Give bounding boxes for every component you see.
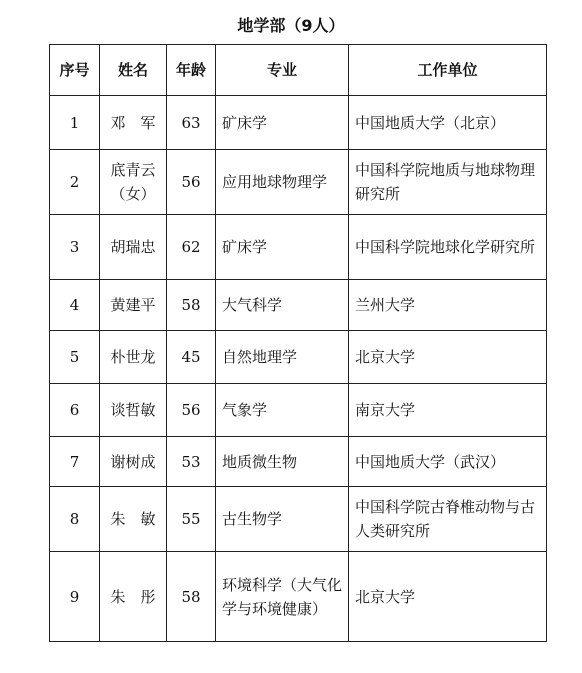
column-header-no: 序号 <box>50 45 100 96</box>
cell-name: 邓 军 <box>100 96 167 150</box>
column-header-age: 年龄 <box>167 45 216 96</box>
cell-unit: 中国科学院地质与地球物理研究所 <box>349 150 547 215</box>
table-title: 地学部（9人） <box>237 16 345 35</box>
cell-age: 45 <box>167 331 216 384</box>
cell-unit: 北京大学 <box>349 552 547 642</box>
cell-no: 4 <box>50 280 100 331</box>
cell-major: 矿床学 <box>216 96 349 150</box>
cell-name: 胡瑞忠 <box>100 215 167 280</box>
cell-major: 自然地理学 <box>216 331 349 384</box>
cell-age: 53 <box>167 437 216 487</box>
cell-no: 2 <box>50 150 100 215</box>
academician-table <box>49 44 547 642</box>
cell-major: 古生物学 <box>216 487 349 552</box>
cell-age: 63 <box>167 96 216 150</box>
cell-major: 地质微生物 <box>216 437 349 487</box>
table-row <box>50 552 547 642</box>
table-row <box>50 96 547 150</box>
column-header-major: 专业 <box>216 45 349 96</box>
cell-unit: 中国地质大学（北京） <box>349 96 547 150</box>
cell-age: 58 <box>167 280 216 331</box>
cell-name: 黄建平 <box>100 280 167 331</box>
cell-major: 气象学 <box>216 384 349 437</box>
column-header-name: 姓名 <box>100 45 167 96</box>
table-row <box>50 150 547 215</box>
cell-unit: 北京大学 <box>349 331 547 384</box>
cell-unit: 南京大学 <box>349 384 547 437</box>
table-row <box>50 280 547 331</box>
table-header-row <box>50 45 547 96</box>
cell-no: 6 <box>50 384 100 437</box>
cell-name: 朱 敏 <box>100 487 167 552</box>
column-header-unit: 工作单位 <box>349 45 547 96</box>
table-row <box>50 487 547 552</box>
cell-age: 55 <box>167 487 216 552</box>
cell-name: 朱 彤 <box>100 552 167 642</box>
cell-no: 3 <box>50 215 100 280</box>
cell-age: 56 <box>167 384 216 437</box>
cell-age: 56 <box>167 150 216 215</box>
cell-name: 谈哲敏 <box>100 384 167 437</box>
cell-unit: 中国科学院地球化学研究所 <box>349 215 547 280</box>
cell-no: 9 <box>50 552 100 642</box>
cell-no: 5 <box>50 331 100 384</box>
table-row <box>50 437 547 487</box>
cell-age: 58 <box>167 552 216 642</box>
cell-no: 1 <box>50 96 100 150</box>
cell-major: 矿床学 <box>216 215 349 280</box>
cell-name: 朴世龙 <box>100 331 167 384</box>
table-row <box>50 384 547 437</box>
cell-major: 应用地球物理学 <box>216 150 349 215</box>
cell-unit: 兰州大学 <box>349 280 547 331</box>
cell-no: 7 <box>50 437 100 487</box>
cell-major: 环境科学（大气化学与环境健康） <box>216 552 349 642</box>
cell-age: 62 <box>167 215 216 280</box>
cell-major: 大气科学 <box>216 280 349 331</box>
table-row <box>50 215 547 280</box>
cell-name: 底青云（女） <box>100 150 167 215</box>
cell-no: 8 <box>50 487 100 552</box>
cell-unit: 中国科学院古脊椎动物与古人类研究所 <box>349 487 547 552</box>
table-row <box>50 331 547 384</box>
cell-name: 谢树成 <box>100 437 167 487</box>
cell-unit: 中国地质大学（武汉） <box>349 437 547 487</box>
